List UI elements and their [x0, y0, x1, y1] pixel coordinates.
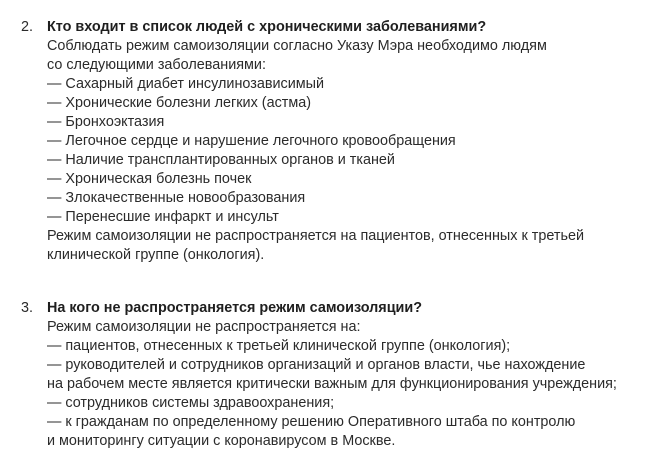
disease-list-item: — Легочное сердце и нарушение легочного кровообращения: [47, 133, 456, 149]
item-number: 2.: [21, 19, 34, 35]
disease-list-item: — Перенесшие инфаркт и инсульт: [47, 209, 279, 225]
answer-line: Режим самоизоляции не распространяется на:: [47, 319, 361, 335]
answer-line: Режим самоизоляции не распространяется на пациентов, отнесенных к третьей: [47, 228, 585, 244]
answer-line: клинической группе (онкология).: [47, 247, 265, 263]
question-heading: Кто входит в список людей с хроническими заболеваниями?: [47, 19, 487, 35]
disease-list-item: — Хронические болезни легких (астма): [47, 95, 312, 111]
exemption-list-item: — сотрудников системы здравоохранения;: [47, 395, 335, 411]
answer-line: на рабочем месте является критически важным для функционирования учреждения;: [47, 376, 617, 392]
item-content: [47, 18, 657, 265]
exemption-list-item: — пациентов, отнесенных к третьей клинической группе (онкология);: [47, 338, 511, 354]
disease-list-item: — Бронхоэктазия: [47, 114, 165, 130]
question-heading: На кого не распространяется режим самоизоляции?: [47, 300, 423, 316]
answer-line: Соблюдать режим самоизоляции согласно Указу Мэра необходимо людям: [47, 38, 547, 54]
item-number: 3.: [21, 300, 34, 316]
item-content: [47, 299, 657, 451]
exemption-list-item: — руководителей и сотрудников организаций и органов власти, чье нахождение: [47, 357, 586, 373]
answer-line: и мониторингу ситуации с коронавирусом в Москве.: [47, 433, 396, 449]
disease-list-item: — Наличие трансплантированных органов и тканей: [47, 152, 395, 168]
disease-list-item: — Сахарный диабет инсулинозависимый: [47, 76, 325, 92]
disease-list-item: — Хроническая болезнь почек: [47, 171, 252, 187]
answer-line: со следующими заболеваниями:: [47, 57, 266, 73]
disease-list-item: — Злокачественные новообразования: [47, 190, 306, 206]
exemption-list-item: — к гражданам по определенному решению Оперативного штаба по контролю: [47, 414, 576, 430]
